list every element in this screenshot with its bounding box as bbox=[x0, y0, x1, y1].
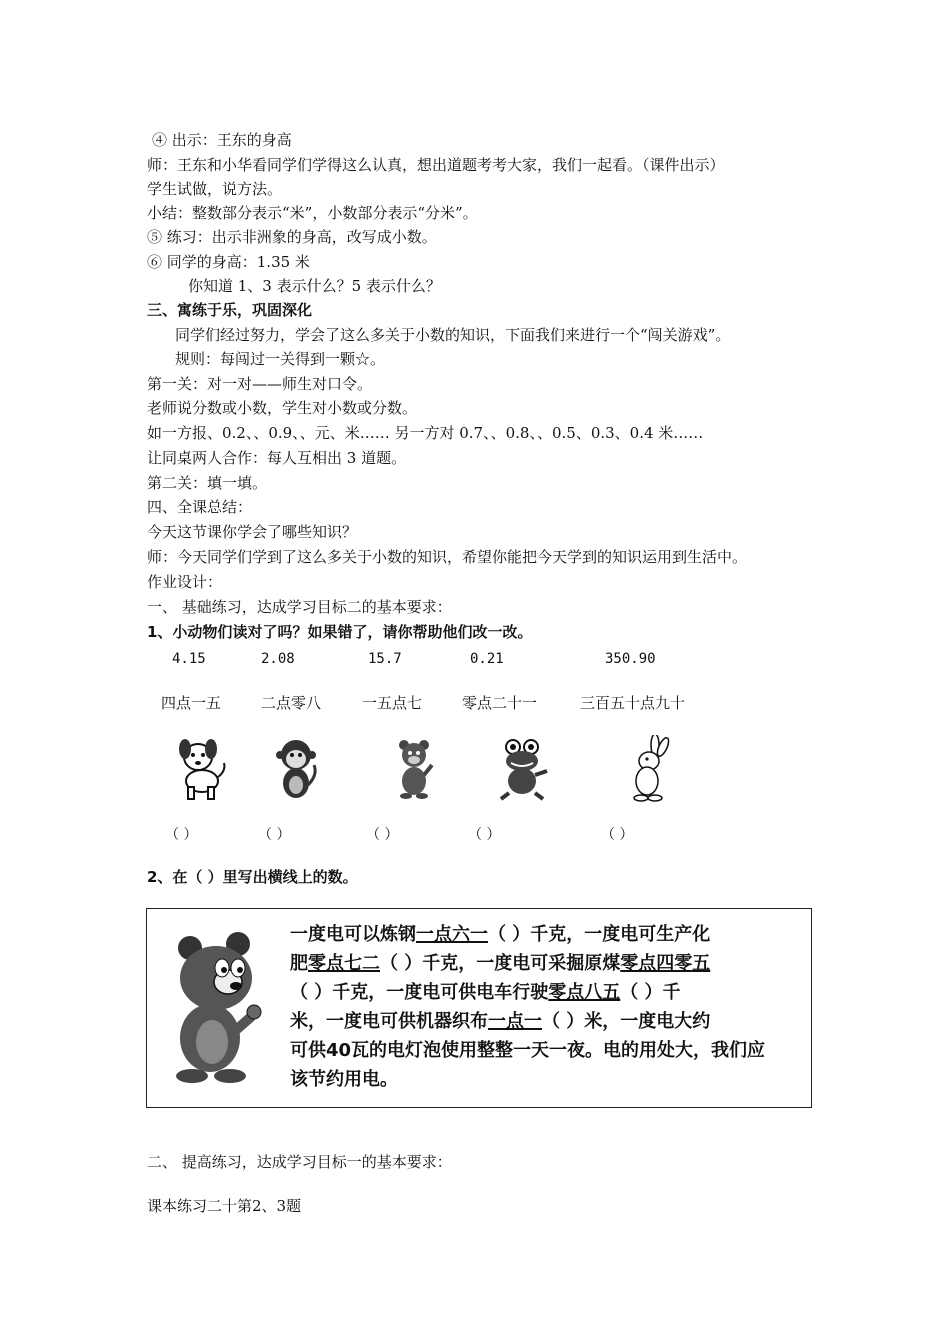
answer-blank[interactable]: （ ） bbox=[468, 827, 501, 843]
text-line: 师：王东和小华看同学们学得这么认真，想出道题考考大家，我们一起看。（课件出示） bbox=[147, 156, 725, 174]
text-line: 师：今天同学们学到了这么多关于小数的知识，希望你能把今天学到的知识运用到生活中。 bbox=[147, 548, 748, 566]
text-line: 你知道 1、3 表示什么？5 表示什么？ bbox=[188, 277, 441, 295]
text-line: 规则：每闯过一关得到一颗☆。 bbox=[175, 350, 386, 368]
text-line: 如一方报、0.2、、0.9、、元、米…… 另一方对 0.7、、0.8、、0.5、0.3、0.4 米…… bbox=[147, 424, 704, 442]
text-line: 一、 基础练习，达成学习目标二的基本要求： bbox=[147, 598, 452, 616]
section-heading: 三、寓练于乐，巩固深化 bbox=[147, 301, 313, 319]
answer-blank[interactable]: （ ） bbox=[165, 827, 198, 843]
text-line: 今天这节课你学会了哪些知识？ bbox=[147, 523, 358, 541]
text-line: ⑥ 同学的身高：1.35 米 bbox=[147, 253, 310, 271]
monkey-icon bbox=[272, 735, 322, 801]
text-line: ④ 出示：王东的身高 bbox=[152, 131, 292, 149]
section-heading: 二、 提高练习，达成学习目标一的基本要求： bbox=[147, 1153, 452, 1171]
text-line: 第一关：对一对——师生对口令。 bbox=[147, 375, 373, 393]
text-line: 小结：整数部分表示“米”，小数部分表示“分米”。 bbox=[147, 204, 478, 222]
answer-blank[interactable]: （ ） bbox=[366, 827, 399, 843]
exercise-title: 2、在（ ）里写出横线上的数。 bbox=[147, 868, 358, 886]
text-line: 第二关：填一填。 bbox=[147, 474, 268, 492]
text-line: 四、全课总结： bbox=[147, 498, 253, 516]
exercise-title: 1、小动物们读对了吗？如果错了，请你帮助他们改一改。 bbox=[147, 623, 533, 641]
animal-reading: 三百五十点九十 bbox=[580, 694, 686, 712]
puppy-icon bbox=[172, 735, 228, 801]
animal-reading: 零点二十一 bbox=[462, 694, 538, 712]
rabbit-icon bbox=[625, 735, 671, 803]
text-line: 老师说分数或小数，学生对小数或分数。 bbox=[147, 399, 418, 417]
bear-icon bbox=[168, 930, 268, 1085]
frog-icon bbox=[495, 735, 551, 801]
text-line: ⑤ 练习：出示非洲象的身高，改写成小数。 bbox=[147, 228, 437, 246]
number-value: 0.21 bbox=[470, 651, 504, 667]
number-value: 350.90 bbox=[605, 651, 656, 667]
number-value: 15.7 bbox=[368, 651, 402, 667]
animal-reading: 四点一五 bbox=[161, 694, 222, 712]
text-line: 学生试做，说方法。 bbox=[147, 180, 283, 198]
text-line: 课本练习二十第2、3题 bbox=[147, 1197, 302, 1215]
text-line: 让同桌两人合作：每人互相出 3 道题。 bbox=[147, 449, 407, 467]
number-value: 2.08 bbox=[261, 651, 295, 667]
text-line: 作业设计： bbox=[147, 573, 223, 591]
answer-blank[interactable]: （ ） bbox=[258, 827, 291, 843]
answer-blank[interactable]: （ ） bbox=[601, 827, 634, 843]
animal-reading: 二点零八 bbox=[261, 694, 322, 712]
text-line: 同学们经过努力，学会了这么多关于小数的知识，下面我们来进行一个“闯关游戏”。 bbox=[175, 326, 731, 344]
number-value: 4.15 bbox=[172, 651, 206, 667]
bear-cub-icon bbox=[392, 735, 438, 801]
animal-reading: 一五点七 bbox=[362, 694, 423, 712]
box-paragraph: 一度电可以炼钢一点六一（ ）千克，一度电可生产化 肥零点七二（ ）千克，一度电可采掘原煤零点四零五 （ ）千克，一度电可供电车行驶零点八五（ ）千 米，一度电可供机器织布一点一（ ）米，一度电大约 可供40瓦的电灯泡使用整整一天一夜。电的用处大，我们应 该节约用电。 bbox=[290, 924, 766, 1090]
